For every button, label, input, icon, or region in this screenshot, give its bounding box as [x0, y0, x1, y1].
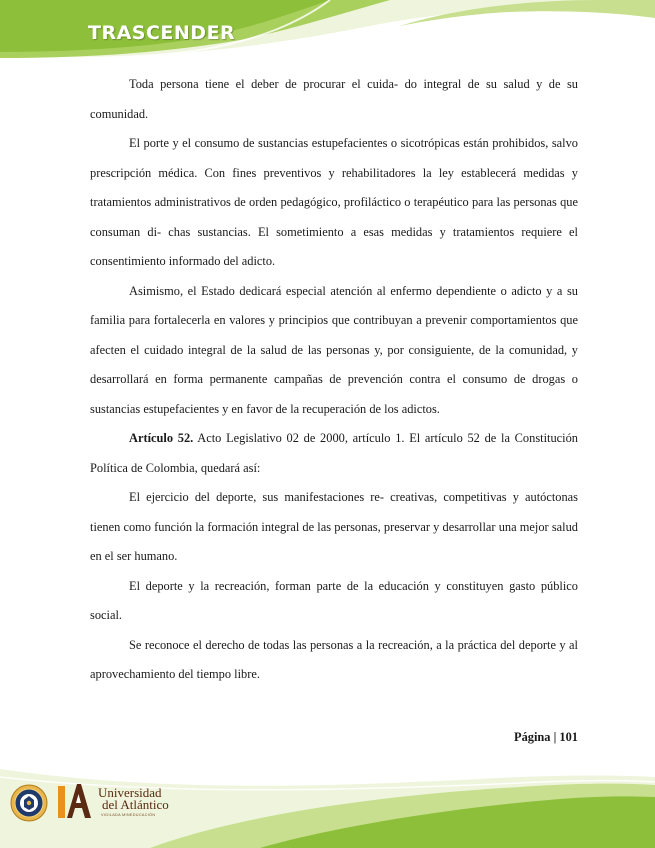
university-name [98, 787, 169, 811]
paragraph-3 [90, 277, 578, 425]
header-band [0, 0, 655, 70]
university-name-line1: Universidad [98, 785, 162, 800]
paragraph-text: Acto Legislativo 02 de 2000, artículo 1. El artículo 52 de la Constitución Política de Colombia, quedará así: [90, 431, 578, 475]
body-text [90, 70, 578, 690]
paragraph-7 [90, 631, 578, 690]
paragraph-5 [90, 483, 578, 572]
article-heading: Artículo 52. [129, 431, 194, 445]
paragraph-1 [90, 70, 578, 129]
paragraph-text: El ejercicio del deporte, sus manifestaciones re- creativas, competitivas y autóctonas tienen como función la formación integral de las personas, preservar y desarrollar una mejor salud en el ser humano. [90, 490, 578, 563]
header-title: TRASCENDER [88, 22, 236, 44]
paragraph-text: Toda persona tiene el deber de procurar el cuida- do integral de su salud y de su comunidad. [90, 77, 578, 121]
page-number: Página | 101 [514, 730, 578, 744]
paragraph-text: El deporte y la recreación, forman parte de la educación y constituyen gasto público social. [90, 578, 578, 622]
paragraph-2 [90, 129, 578, 277]
paragraph-text: Asimismo, el Estado dedicará especial atención al enfermo dependiente o adicto y a su familia para fortalecerla en valores y principios que contribuyan a prevenir comportamientos que afecten el cuidado integral de la salud de las personas y, por consiguiente, de la comunidad, y desarrollará en forma permanente campañas de prevención contra el consumo de drogas o sustancias estupefacientes y en favor de la recuperación de los adictos. [90, 283, 578, 416]
paragraph-text: Se reconoce el derecho de todas las personas a la recreación, a la práctica del deporte y al aprovechamiento del tiempo libre. [90, 637, 578, 681]
university-seal-icon [10, 784, 48, 822]
paragraph-6 [90, 572, 578, 631]
university-name-line2: del Atlántico [102, 797, 169, 812]
paragraph-text: El porte y el consumo de sustancias estupefacientes o sicotrópicas están prohibidos, salvo prescripción médica. Con fines preventivos y rehabilitadores la ley establecerá medidas y tratamientos administrativos de orden pedagógico, profiláctico o terapéutico para las personas que consuman di- chas sustancias. El sometimiento a esas medidas y tratamientos requiere el consentimiento informado del adicto. [90, 136, 578, 268]
university-subtitle: VIGILADA MINEDUCACIÓN [101, 813, 156, 817]
paragraph-4 [90, 424, 578, 483]
university-logo-icon [55, 780, 95, 824]
